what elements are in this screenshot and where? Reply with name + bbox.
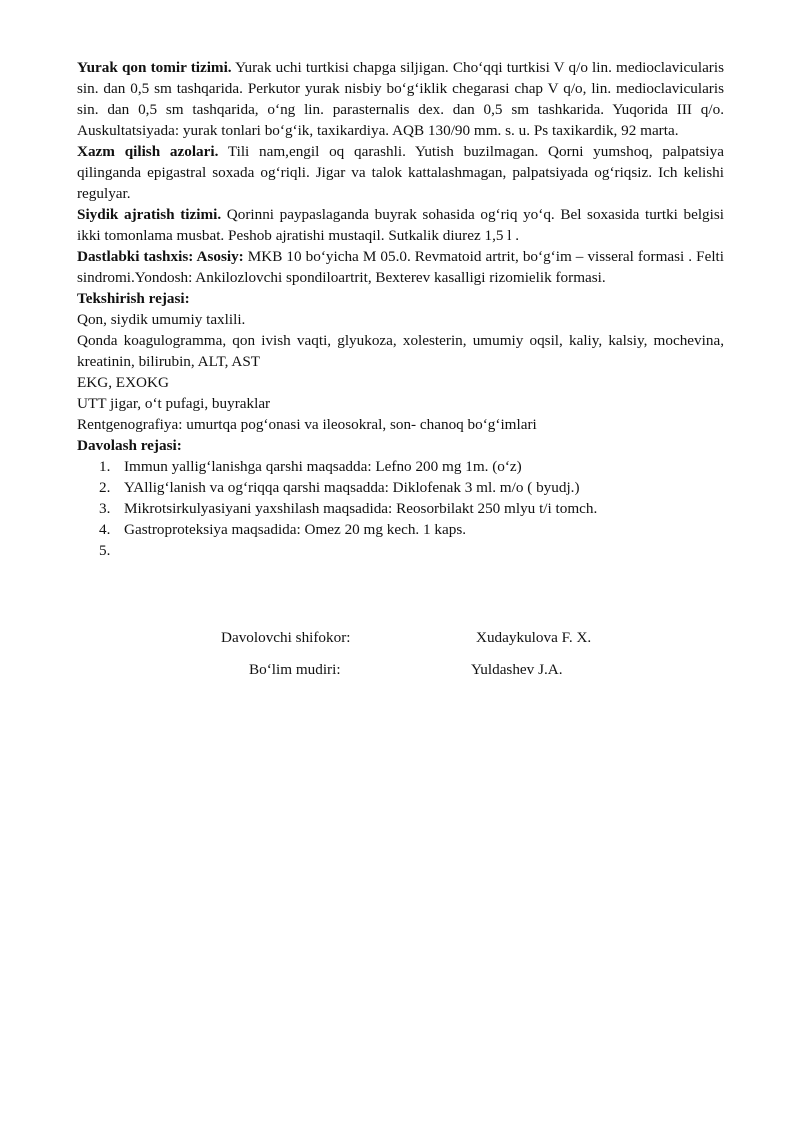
exam-plan-line: Rentgenografiya: umurtqa pog‘onasi va ileosokral, son- chanoq bo‘g‘imlari bbox=[77, 416, 537, 433]
list-item bbox=[77, 498, 724, 519]
signature-department-head bbox=[0, 661, 800, 682]
exam-plan-line: UTT jigar, o‘t pufagi, buyraklar bbox=[77, 395, 271, 412]
doctor-name: Xudaykulova F. X. bbox=[476, 629, 592, 646]
section-heading: Yurak qon tomir tizimi. bbox=[77, 59, 232, 76]
section-heading: Dastlabki tashxis: Asosiy: bbox=[77, 248, 244, 265]
list-item-number: 4. bbox=[99, 521, 111, 538]
list-item-text: Gastroproteksiya maqsadida: Omez 20 mg kech. 1 kaps. bbox=[124, 521, 467, 538]
department-head-label: Bo‘lim mudiri: bbox=[249, 661, 341, 678]
document-body bbox=[77, 57, 724, 561]
list-item-text: YAllig‘lanish va og‘riqqa qarshi maqsadda: Diklofenak 3 ml. m/o ( byudj.) bbox=[124, 479, 580, 496]
section-text: MKB 10 bo‘yicha M 05.0. Revmatoid artrit, bo‘g‘im – visseral formasi . Felti sindromi.Yondosh: Ankilozlovchi spondiloartrit, Bexterev kasalligi rizomielik formasi. bbox=[77, 248, 724, 286]
section-text: Tili nam,engil oq qarashli. Yutish buzilmagan. Qorni yumshoq, palpatsiya qilinganda epigastral soxada og‘riqli. Jigar va talok kattalashmagan, palpatsiyada og‘riqsiz. Ich kelishi regulyar. bbox=[77, 143, 724, 202]
section-urinary bbox=[77, 204, 724, 246]
list-item bbox=[77, 519, 724, 540]
exam-plan-line: Qonda koagulogramma, qon ivish vaqti, glyukoza, xolesterin, umumiy oqsil, kaliy, kalsiy, mochevina, kreatinin, bilirubin, ALT, AST bbox=[77, 332, 724, 370]
list-item-number: 5. bbox=[99, 542, 111, 559]
list-item bbox=[77, 477, 724, 498]
list-item-number: 1. bbox=[99, 458, 111, 475]
section-heading: Siydik ajratish tizimi. bbox=[77, 206, 222, 223]
list-item bbox=[77, 540, 724, 561]
exam-plan-heading: Tekshirish rejasi: bbox=[77, 290, 190, 307]
list-item-number: 3. bbox=[99, 500, 111, 517]
department-head-name: Yuldashev J.A. bbox=[471, 661, 563, 678]
doctor-label: Davolovchi shifokor: bbox=[221, 629, 351, 646]
section-text: Yurak uchi turtkisi chapga siljigan. Cho‘qqi turtkisi V q/o lin. medioclavicularis sin. dan 0,5 sm tashqarida. Perkutor yurak nisbiy bo‘g‘iklik chegarasi chap V q/o, lin. medioclavicularis sin. dan 0,5 sm tashqarida, o‘ng lin. parasternalis dex. dan 0,5 sm tashkarida. Yuqorida III q/o. Auskultatsiyada: yurak tonlari bo‘g‘ik, taxikardiya. AQB 130/90 mm. s. u. Ps taxikardik, 92 marta. bbox=[77, 59, 724, 139]
section-heading: Xazm qilish azolari. bbox=[77, 143, 219, 160]
section-text: Qorinni paypaslaganda buyrak sohasida og‘riq yo‘q. Bel soxasida turtki belgisi ikki tomonlama musbat. Peshob ajratishi mustaqil. Sutkalik diurez 1,5 l . bbox=[77, 206, 724, 244]
exam-plan-line: EKG, EXOKG bbox=[77, 374, 169, 391]
section-diagnosis bbox=[77, 246, 724, 288]
list-item-text: Immun yallig‘lanishga qarshi maqsadda: Lefno 200 mg 1m. (o‘z) bbox=[124, 458, 522, 475]
section-digestive bbox=[77, 141, 724, 204]
list-item-number: 2. bbox=[99, 479, 111, 496]
exam-plan-line: Qon, siydik umumiy taxlili. bbox=[77, 311, 246, 328]
list-item bbox=[77, 456, 724, 477]
treatment-plan-heading: Davolash rejasi: bbox=[77, 437, 182, 454]
treatment-list bbox=[77, 456, 724, 561]
section-cardio bbox=[77, 57, 724, 141]
signature-doctor bbox=[0, 629, 800, 650]
list-item-text: Mikrotsirkulyasiyani yaxshilash maqsadida: Reosorbilakt 250 mlyu t/i tomch. bbox=[124, 500, 598, 517]
